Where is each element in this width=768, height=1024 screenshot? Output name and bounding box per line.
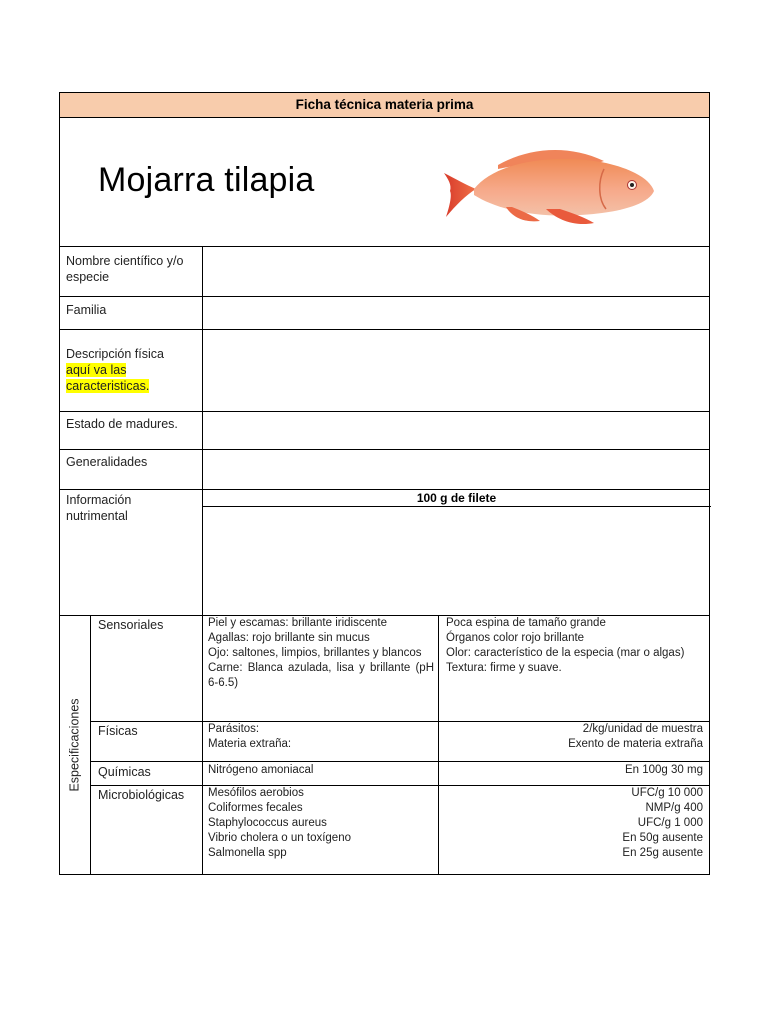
- column-divider: [202, 490, 203, 615]
- fisicas-items: [208, 722, 291, 752]
- spec-value: Exento de materia extraña: [568, 738, 703, 750]
- specs-group-label: [60, 616, 90, 874]
- row-generalidades: [59, 450, 710, 490]
- quimicas-values: [446, 763, 703, 778]
- column-divider: [202, 330, 203, 411]
- spec-item: Parásitos:: [208, 723, 260, 735]
- highlighted-note: aquí va las caracteristicas.: [66, 363, 150, 393]
- row-microbiologicas: [90, 786, 710, 874]
- tilapia-fish-image: [436, 135, 666, 235]
- label-informacion: Información nutrimental: [66, 493, 132, 523]
- spec-item: Vibrio cholera o un toxígeno: [208, 832, 351, 844]
- sensory-line: Órganos color rojo brillante: [446, 632, 585, 644]
- sensory-line: Ojo: saltones, limpios, brillantes y blancos: [208, 647, 422, 659]
- quimicas-items: [208, 763, 313, 778]
- sensory-line: Poca espina de tamaño grande: [446, 617, 606, 629]
- spec-value: En 100g 30 mg: [624, 764, 703, 776]
- column-divider: [202, 297, 203, 329]
- spec-value: En 50g ausente: [622, 832, 703, 844]
- label-nombre-cientifico: Nombre científico y/o especie: [66, 254, 184, 284]
- sensory-line: Agallas: rojo brillante sin mucus: [208, 632, 370, 644]
- column-divider: [438, 722, 439, 761]
- spec-value: UFC/g 10 000: [631, 787, 703, 799]
- row-quimicas: [90, 762, 710, 786]
- row-sensoriales: [90, 616, 710, 722]
- filete-subheader: 100 g de filete: [202, 490, 711, 507]
- spec-item: Nitrógeno amoniacal: [208, 764, 314, 776]
- sensoriales-left: [208, 616, 434, 691]
- sensory-line: Textura: firme y suave.: [446, 662, 562, 674]
- label-microbiologicas: Microbiológicas: [98, 788, 185, 802]
- label-quimicas: Químicas: [98, 765, 151, 779]
- spec-item: Mesófilos aerobios: [208, 787, 304, 799]
- spec-item: Coliformes fecales: [208, 802, 303, 814]
- product-title: Mojarra tilapia: [98, 161, 315, 199]
- micro-items: [208, 786, 351, 861]
- label-descripcion-text: Descripción física: [66, 347, 164, 361]
- spec-item: Materia extraña:: [208, 738, 292, 750]
- sheet-header: Ficha técnica materia prima: [59, 92, 710, 118]
- spec-value: UFC/g 1 000: [637, 817, 703, 829]
- column-divider: [438, 786, 439, 874]
- spec-value: 2/kg/unidad de muestra: [582, 723, 703, 735]
- column-divider: [202, 412, 203, 449]
- specs-block: [59, 616, 710, 875]
- spec-value: En 25g ausente: [622, 847, 703, 859]
- label-descripcion: [66, 346, 176, 394]
- column-divider: [202, 247, 203, 296]
- sensory-line: Olor: característico de la especia (mar o algas): [446, 647, 685, 659]
- sensory-line: Piel y escamas: brillante iridiscente: [208, 617, 387, 629]
- fisicas-values: [446, 722, 703, 752]
- label-familia: Familia: [66, 303, 107, 317]
- sensory-line: Carne: Blanca azulada, lisa y brillante (pH 6-6.5): [208, 662, 434, 689]
- label-estado: Estado de madures.: [66, 417, 178, 431]
- micro-values: [446, 786, 703, 861]
- label-fisicas: Físicas: [98, 724, 138, 738]
- sensoriales-right: [446, 616, 704, 676]
- row-fisicas: [90, 722, 710, 762]
- row-informacion: [59, 490, 710, 616]
- title-row: [59, 117, 710, 247]
- spec-value: NMP/g 400: [645, 802, 703, 814]
- label-generalidades: Generalidades: [66, 455, 148, 469]
- row-nombre-cientifico: [59, 247, 710, 297]
- row-descripcion: [59, 330, 710, 412]
- spec-item: Salmonella spp: [208, 847, 287, 859]
- specs-group-text: Especificaciones: [68, 698, 83, 792]
- column-divider: [202, 450, 203, 489]
- column-divider: [438, 762, 439, 785]
- label-sensoriales: Sensoriales: [98, 618, 164, 632]
- row-estado: [59, 412, 710, 450]
- spec-item: Staphylococcus aureus: [208, 817, 327, 829]
- column-divider: [438, 616, 439, 721]
- row-familia: [59, 297, 710, 330]
